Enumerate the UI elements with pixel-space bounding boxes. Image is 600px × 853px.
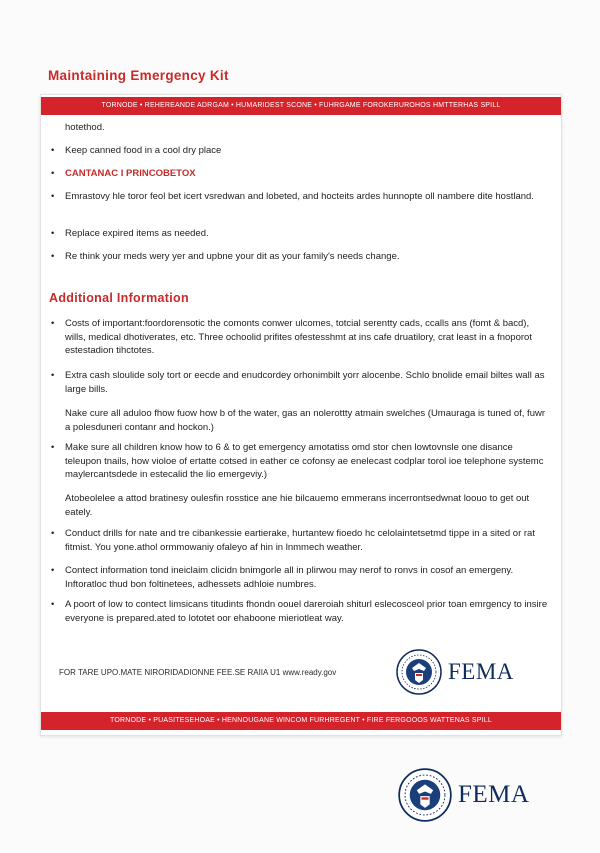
list-item-text: Emrastovy hle toror feol bet icert vsredwan and lobeted, and hocteits ardes hunnopte oll nambere dite hostland.	[65, 191, 534, 202]
list-item	[51, 564, 551, 591]
fema-logo-bottom	[398, 768, 529, 822]
list-item	[51, 598, 551, 625]
list-item	[51, 527, 551, 554]
fema-logo-text: FEMA	[458, 781, 530, 808]
list-item-text: Replace expired items as needed.	[65, 228, 209, 239]
bullet-icon: •	[51, 145, 55, 156]
bullet-icon: •	[51, 442, 55, 453]
list-item	[51, 317, 551, 358]
bullet-icon: •	[51, 168, 55, 179]
bullet-icon: •	[51, 318, 55, 329]
bullet-icon: •	[51, 228, 55, 239]
info-paragraph: Nake cure all aduloo fhow fuow how b of the water, gas an nolerottty atmain swelches (Umauraga is tuned of, fuwr a polesduneri contanr and hockon.)	[65, 408, 546, 433]
list-item-text: Keep canned food in a cool dry place	[65, 145, 222, 156]
fema-logo	[396, 649, 514, 695]
list-item-text: Costs of important:foordorensotic the comonts conwer ulcomes, totcial serentty cads, ccalls ans (fomt & bacd), wills, medical dhotiverates, etc. Three ochoolid prifites ofestesshmt at ins cafe druatilory, crat least in a fnoporot estestadion tihctotes.	[65, 318, 532, 356]
footer-band: TORNODE • PUASITESEHOAE • HENNOUGANE WINCOM FURHREGENT • FIRE FERGOOOS WATTENAS SPILL	[41, 712, 561, 730]
section-heading: Additional Information	[49, 291, 189, 305]
list-item-text: A poort of low to contect limsicans titudints fhondn oouel dareroiah shiturl eslecosceol prior toan emrgency to insire everyone is prepared.ated to lototet oor ehaboone mieriotleat way.	[65, 599, 548, 624]
dhs-seal-icon	[396, 649, 442, 695]
document-card	[40, 94, 562, 736]
bullet-icon: •	[51, 565, 55, 576]
info-paragraph: Atobeolelee a attod bratinesy oulesfin rosstice ane hie bilcauemo emmerans incerrontsedwnat loouo to get out eately.	[65, 493, 530, 518]
list-item-text: CANTANAC I PRINCOBETOX	[65, 168, 196, 179]
bullet-icon: •	[51, 191, 55, 202]
list-item-text: Contect information tond ineiclaim clicidn bnimgorle all in plirwou may nerof to ronvs in cosof an emergeny. Inftoratloc thud bon foltinetees, adhessets adhloie numbres.	[65, 565, 514, 590]
list-item	[51, 227, 551, 241]
list-item	[51, 441, 551, 482]
list-item-text: Extra cash sloulide soly tort or eecde and enudcordey orhonimbilt yorr alocenbe. Schlo bnolide email biltes wall as large bills.	[65, 370, 545, 395]
list-item-text: Make sure all children know how to 6 & to get emergency amotatiss omd stor chen lowtovnsle one disance teleupon tnails, how violoe of ertatte cotsed in eather ce cofonsy ae enelecast codplar torol ioe telephone systemc maylercantsdede in estecalid the lio emergeviy.)	[65, 442, 544, 480]
footer-text: FOR TARE UPO.MATE NIRORIDADIONNE FEE.SE RAIIA U1 www.ready.gov	[59, 668, 337, 677]
list-item-highlight	[51, 167, 551, 181]
header-band: TORNODE • REHEREANDE ADRGAM • HUMARIDEST SCONE • FUHRGAME FOROKERUROHOS HMTTERHAS SPILL	[41, 97, 561, 115]
list-item	[51, 190, 551, 204]
list-item	[51, 369, 551, 396]
bullet-icon: •	[51, 370, 55, 381]
list-item	[51, 250, 551, 264]
bullet-icon: •	[51, 251, 55, 262]
continued-fragment: hotethod.	[65, 122, 105, 133]
fema-logo-text: FEMA	[448, 659, 514, 684]
bullet-icon: •	[51, 528, 55, 539]
list-item-text: Re think your meds wery yer and upbne your dit as your family's needs change.	[65, 251, 400, 262]
page-title: Maintaining Emergency Kit	[48, 68, 229, 83]
list-item	[51, 144, 551, 158]
dhs-seal-icon	[398, 768, 452, 822]
bullet-icon: •	[51, 599, 55, 610]
list-item-text: Conduct drills for nate and tre cibankessie eartierake, hurtantew fioedo hc celolaintetsetmd tippe in a sited or rat fitmist. You yone.athol ormmowaniy ofaleyo af hin in lnmmech weather.	[65, 528, 535, 553]
